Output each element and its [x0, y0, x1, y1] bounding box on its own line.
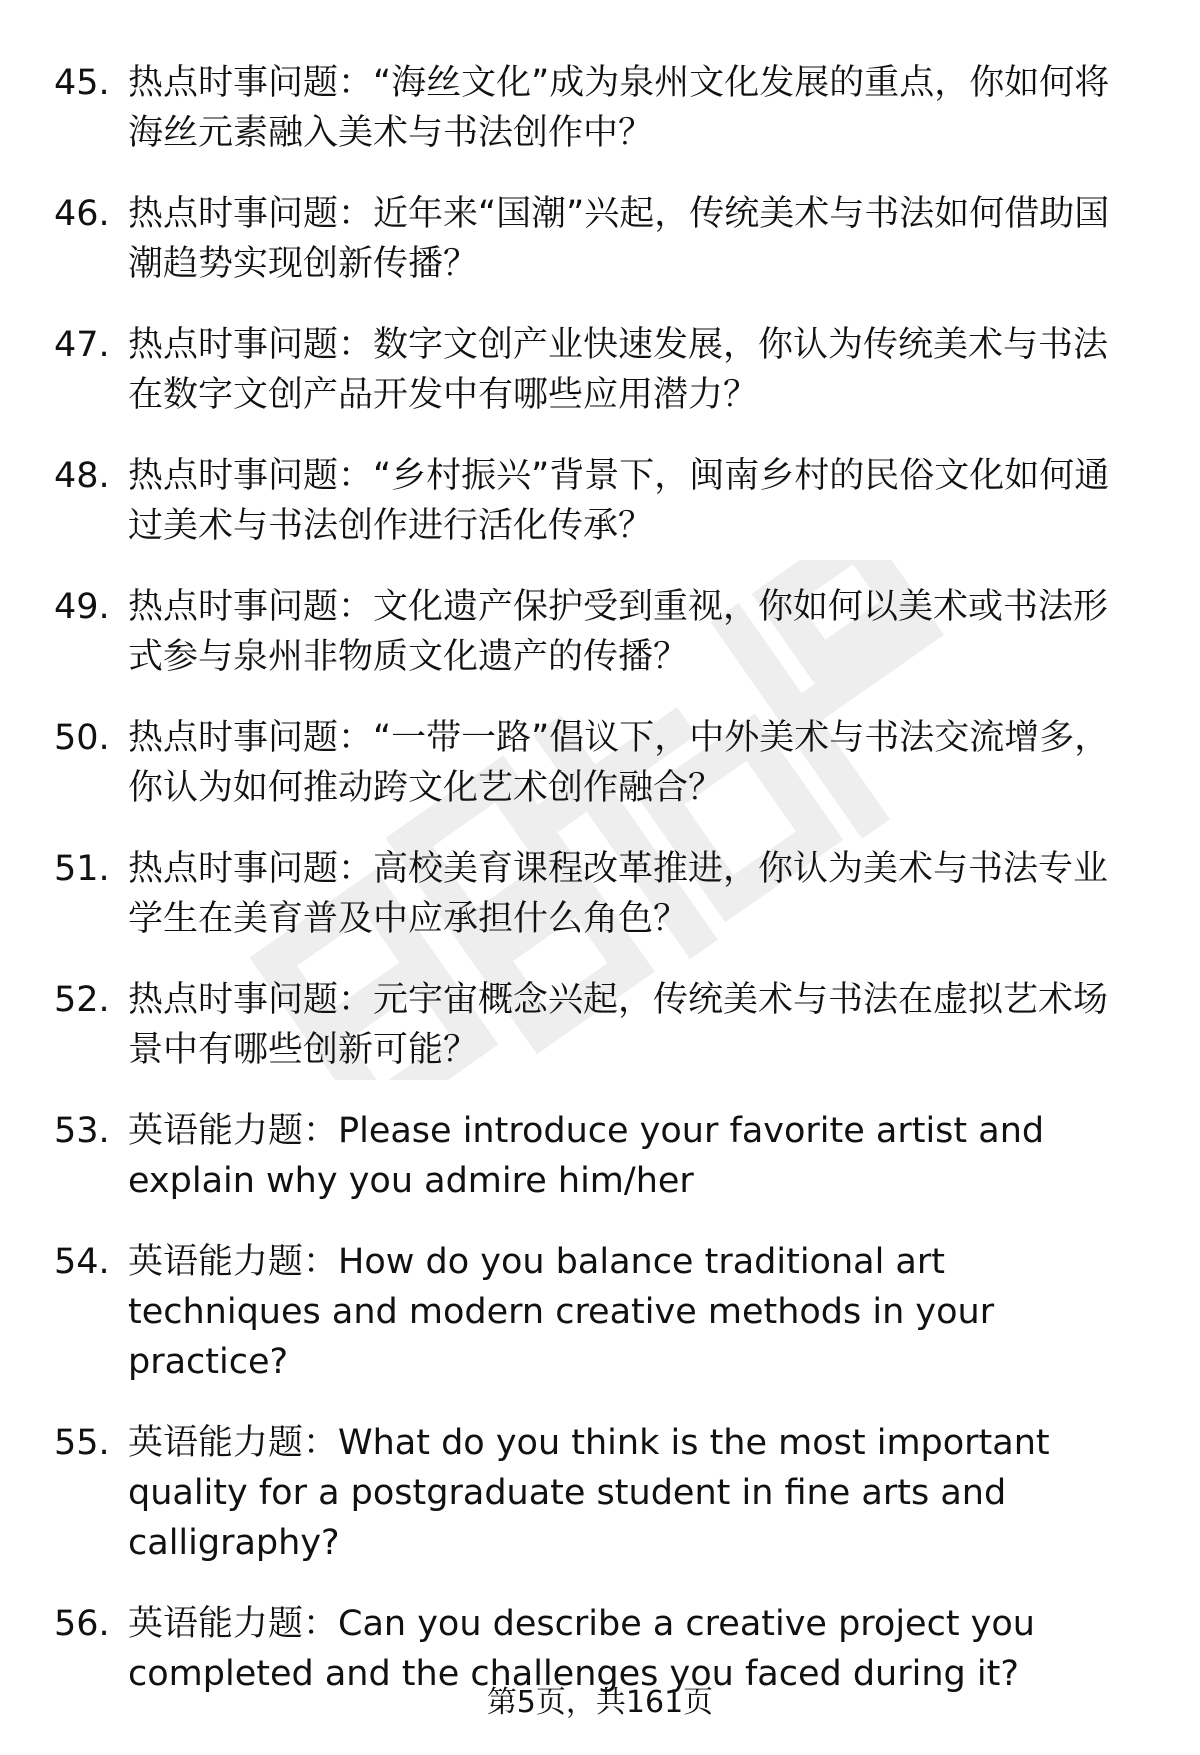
question-number: 54. [54, 1242, 110, 1282]
question-text: 英语能力题：Can you describe a creative project you completed and the challenges you faced during it? [128, 1604, 1035, 1694]
question-text: 热点时事问题：“一带一路”倡议下，中外美术与书法交流增多，你认为如何推动跨文化艺术创作融合？ [128, 718, 1110, 808]
question-number: 55. [54, 1423, 110, 1463]
question-item [0, 975, 1200, 1075]
question-item [0, 844, 1200, 944]
question-text: 热点时事问题：“乡村振兴”背景下，闽南乡村的民俗文化如何通过美术与书法创作进行活化传承？ [128, 456, 1110, 546]
question-number: 50. [54, 718, 110, 758]
question-number: 51. [54, 849, 110, 889]
question-number: 46. [54, 194, 110, 234]
question-item [0, 1237, 1200, 1387]
question-text: 热点时事问题：近年来“国潮”兴起，传统美术与书法如何借助国潮趋势实现创新传播？ [128, 194, 1110, 284]
page-indicator: 第5页，共161页 [486, 1685, 714, 1720]
question-item [0, 320, 1200, 420]
question-number: 48. [54, 456, 110, 496]
question-text: 英语能力题：How do you balance traditional art techniques and modern creative methods in your practice? [128, 1242, 995, 1382]
question-item [0, 1418, 1200, 1568]
question-item [0, 1106, 1200, 1206]
question-text: 热点时事问题：数字文创产业快速发展，你认为传统美术与书法在数字文创产品开发中有哪些应用潜力？ [128, 325, 1109, 415]
question-text: 英语能力题：Please introduce your favorite artist and explain why you admire him/her [128, 1111, 1045, 1201]
question-text: 热点时事问题：元宇宙概念兴起，传统美术与书法在虚拟艺术场景中有哪些创新可能？ [128, 980, 1109, 1070]
question-text: 英语能力题：What do you think is the most important quality for a postgraduate student in fine arts and calligraphy? [128, 1423, 1050, 1563]
question-item [0, 582, 1200, 682]
question-number: 53. [54, 1111, 110, 1151]
question-item [0, 58, 1200, 158]
question-text: 热点时事问题：高校美育课程改革推进，你认为美术与书法专业学生在美育普及中应承担什么角色？ [128, 849, 1109, 939]
question-item [0, 451, 1200, 551]
question-number: 56. [54, 1604, 110, 1644]
question-item [0, 189, 1200, 289]
question-text: 热点时事问题：“海丝文化”成为泉州文化发展的重点，你如何将海丝元素融入美术与书法创作中？ [128, 63, 1110, 153]
question-number: 49. [54, 587, 110, 627]
question-number: 45. [54, 63, 110, 103]
question-number: 47. [54, 325, 110, 365]
question-item [0, 713, 1200, 813]
question-list [0, 58, 1200, 1730]
question-text: 热点时事问题：文化遗产保护受到重视，你如何以美术或书法形式参与泉州非物质文化遗产的传播？ [128, 587, 1109, 677]
question-number: 52. [54, 980, 110, 1020]
